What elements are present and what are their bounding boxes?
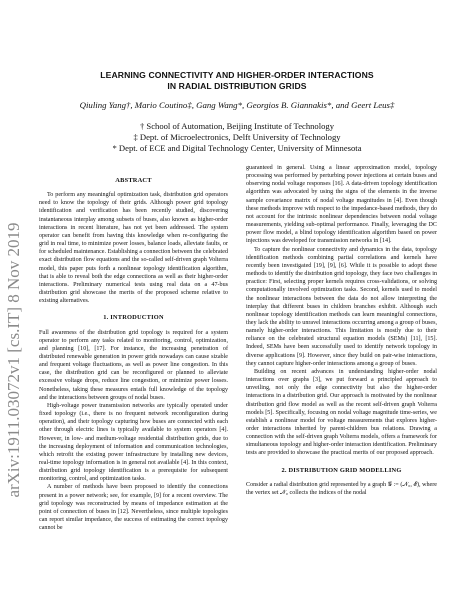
intro-paragraph-3: A number of methods have been proposed to identify the connections present in a power network; see, for example, [9] for a recent overview. The grid topology was reconstructed by means of impedance estimation at the point of connection of buses in [12]. Nevertheless, since multiple topologies can report similar impedance, the success of estimating the correct topology cannot be: [39, 484, 228, 532]
intro-paragraph-1: Full awareness of the distribution grid topology is required for a system operator to perform any tasks related to monitoring, control, optimization, and planning [10], [17]. For instance, the increasing penetration of distributed renewable generation in power grids nowadays can cause sizable and frequent voltage fluctuations, as well as power line congestion. In this case, the distribution grid can be reconfigured or planned to alleviate excessive voltage drops, reduce line congestion, or minimize power losses. Nonetheless, taking these measures entails full knowledge of the topology and the interactions between groups of nodal buses.: [39, 329, 228, 401]
section-1-heading: 1. INTRODUCTION: [103, 314, 164, 322]
arxiv-stamp: [4, 170, 24, 550]
affiliations: [40, 121, 434, 154]
paper-title: [40, 70, 434, 92]
section-2-paragraph: Consider a radial distribution grid represented by a graph 𝒢 := (𝒩₀, ℰ), where the vertex set 𝒩₀ collects the indices of the nodal: [246, 481, 437, 496]
title-line-2: IN RADIAL DISTRIBUTION GRIDS: [167, 81, 307, 91]
right-column: [246, 164, 437, 497]
section-2-heading: 2. DISTRIBUTION GRID MODELLING: [281, 466, 402, 474]
right-paragraph-2: To capture the nonlinear connectivity and dynamics in the data, topology identification methods combining partial correlations and kernels have recently been investigated [19], [9], [6]. While it is possible to adopt these methods to identify the distribution grid topology, they face two challenges in practice: First, selecting proper kernels requires cross-validations, or solving computationally involved optimization tasks. Second, kernels used to model the nonlinear interactions between the data do not allow interpreting the interplay that different buses in children branches exhibit. Although such nonlinear topology identification methods can learn meaningful connections, they lack the ability to unravel interactions occurring among a group of buses, namely higher-order interactions. This limitation is mostly due to their reliance on the celebrated structural equation models (SEMs) [11], [15]. Indeed, SEMs have been successfully used to identify network topology in diverse applications [9]. However, since they build on pair-wise interactions, they cannot capture higher-order interactions among a group of buses.: [246, 246, 437, 367]
affiliation-delft: ‡ Dept. of Microelectronics, Delft University of Technology: [133, 132, 341, 142]
arxiv-stamp-text: arXiv:1911.03072v1 [cs.IT] 8 Nov 2019: [4, 222, 23, 498]
affiliation-bit: † School of Automation, Beijing Institute of Technology: [139, 121, 334, 131]
intro-paragraph-2: High-voltage power transmission networks are typically operated under fixed topology (i.e., there is no frequent network reconfiguration during operation), and their topology capturing how buses are connected with each other through electric lines is typically available to system operators [4]. However, in low- and medium-voltage residential distribution grids, due to the increasing deployment of information and communication technologies, which retrofit the existing power infrastructure by installing new devices, real-time topology information is in general not available [4]. In this context, distribution grid topology identification is a prerequisite for subsequent monitoring, control, and optimization tasks.: [39, 402, 228, 483]
authors: Qiuling Yang†, Mario Coutino‡, Gang Wang*, Georgios B. Giannakis*, and Geert Leus‡: [79, 100, 395, 110]
title-line-1: LEARNING CONNECTIVITY AND HIGHER-ORDER INTERACTIONS: [100, 70, 374, 80]
abstract-heading: ABSTRACT: [115, 177, 152, 184]
right-paragraph-3: Building on recent advances in understanding higher-order nodal interactions over graphs [3], we put forward a principled approach to unveiling, not only the edge connectivity but also the higher-order interactions in a distribution grid. Our approach is motivated by the nonlinear distribution grid flow model as well as the recent self-driven graph Volterra models [5]. Specifically, focusing on nodal voltage magnitude time-series, we establish a nonlinear model for voltage measurements that explores higher-order interactions inherited by parent-children bus relations. Drawing a connection with the self-driven graph Volterra models, offers a framework for simultaneous topology and higher-order interaction identification. Preliminary tests are provided to showcase the practical merits of our proposed approach.: [246, 368, 437, 457]
affiliation-umn: * Dept. of ECE and Digital Technology Center, University of Minnesota: [112, 143, 362, 153]
left-column: [39, 177, 228, 532]
abstract-text: To perform any meaningful optimization task, distribution grid operators need to know the topology of their grids. Although power grid topology identification and verification has been recently studied, discovering instantaneous interplay among subsets of buses, also known as higher-order interactions in recent literature, has not yet been addressed. The system operator can benefit from having this knowledge when re-configuring the grid in real time, to minimize power losses, balance loads, alleviate faults, or for scheduled maintenance. Establishing a connection between the celebrated exact distribution flow equations and the so-called self-driven graph Volterra model, this paper puts forth a nonlinear topology identification algorithm, that is able to reveal both the edge connections as well as their higher-order interactions. Preliminary numerical tests using real data on a 47-bus distribution grid showcase the merits of the proposed scheme relative to existing alternatives.: [39, 192, 228, 305]
right-paragraph-1: guaranteed in general. Using a linear approximation model, topology processing was performed by perturbing power injections at certain buses and observing nodal voltage responses [16]. A data-driven topology identification algorithm was advocated by using the signs of the elements in the inverse sample covariance matrix of nodal voltage magnitudes in [4]. Even though these methods improve with respect to the impedance-based methods, they do not account for the intrinsic nonlinear dependencies between nodal voltage measurements, yielding sub-optimal performance. Finally, leveraging the DC power flow model, a blind topology identification algorithm based on power injections was developed for transmission networks in [14].: [246, 165, 437, 245]
